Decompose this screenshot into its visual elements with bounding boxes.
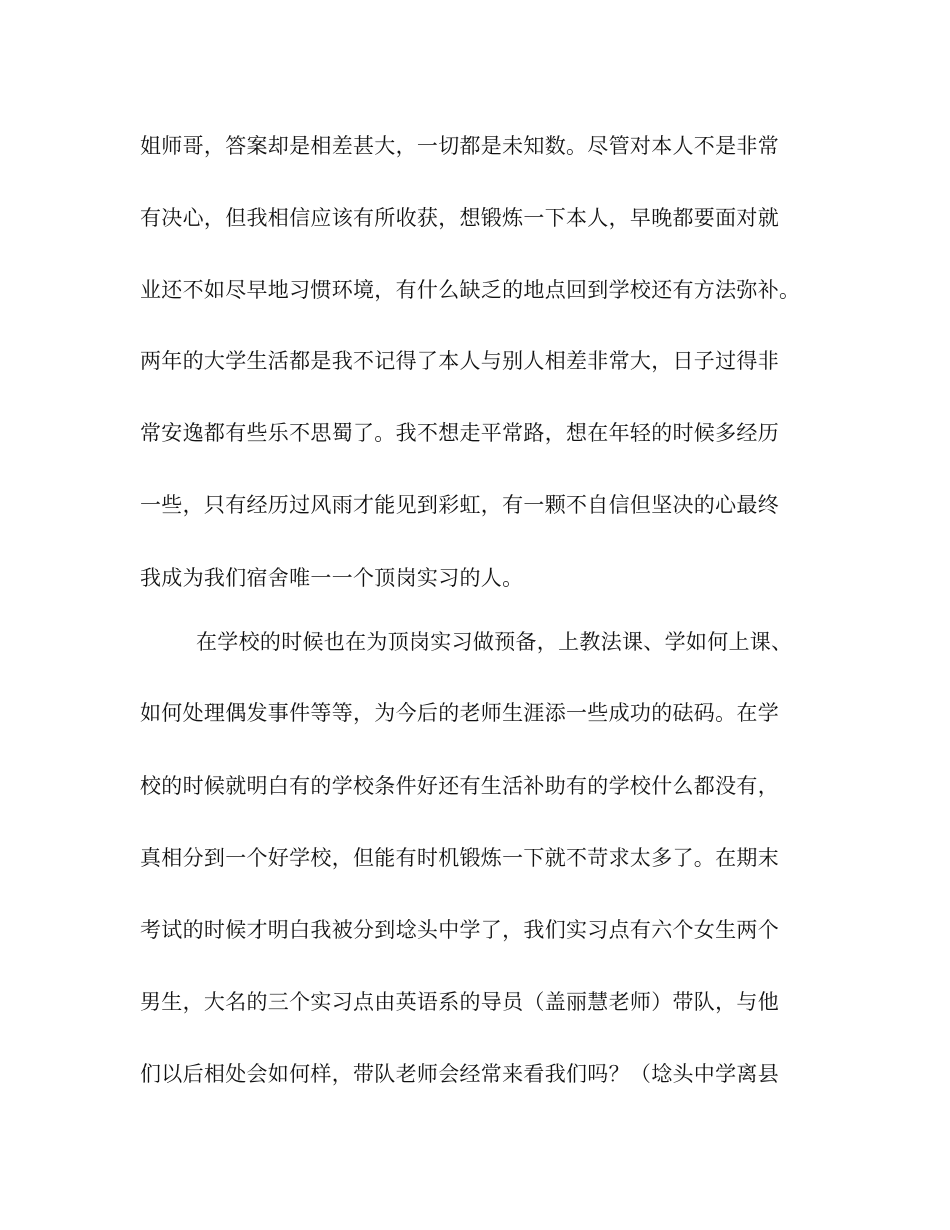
text-line-4: 两年的大学生活都是我不记得了本人与别人相差非常大，日子过得非 [140, 349, 779, 373]
text-line-5: 常安逸都有些乐不思蜀了。我不想走平常路，想在年轻的时候多经历 [140, 421, 779, 445]
text-line-13: 男生，大名的三个实习点由英语系的导员（盖丽慧老师）带队，与他 [140, 990, 779, 1014]
paragraph-start-line: 在学校的时候也在为顶岗实习做预备，上教法课、学如何上课、 [196, 630, 793, 654]
text-line-11: 真相分到一个好学校，但能有时机锻炼一下就不苛求太多了。在期末 [140, 846, 779, 870]
text-line-7: 我成为我们宿舍唯一一个顶岗实习的人。 [140, 566, 524, 590]
text-line-3: 业还不如尽早地习惯环境，有什么缺乏的地点回到学校还有方法弥补。 [140, 278, 801, 302]
text-line-10: 校的时候就明白有的学校条件好还有生活补助有的学校什么都没有， [140, 774, 779, 798]
text-line-9: 如何处理偶发事件等等，为今后的老师生涯添一些成功的砝码。在学 [140, 701, 779, 725]
text-line-1: 姐师哥，答案却是相差甚大，一切都是未知数。尽管对本人不是非常 [140, 134, 779, 158]
text-line-14: 们以后相处会如何样，带队老师会经常来看我们吗？（埝头中学离县 [140, 1062, 779, 1086]
text-line-2: 有决心，但我相信应该有所收获，想锻炼一下本人，早晚都要面对就 [140, 206, 779, 230]
text-line-6: 一些，只有经历过风雨才能见到彩虹，有一颗不自信但坚决的心最终 [140, 493, 779, 517]
text-line-12: 考试的时候才明白我被分到埝头中学了，我们实习点有六个女生两个 [140, 918, 779, 942]
